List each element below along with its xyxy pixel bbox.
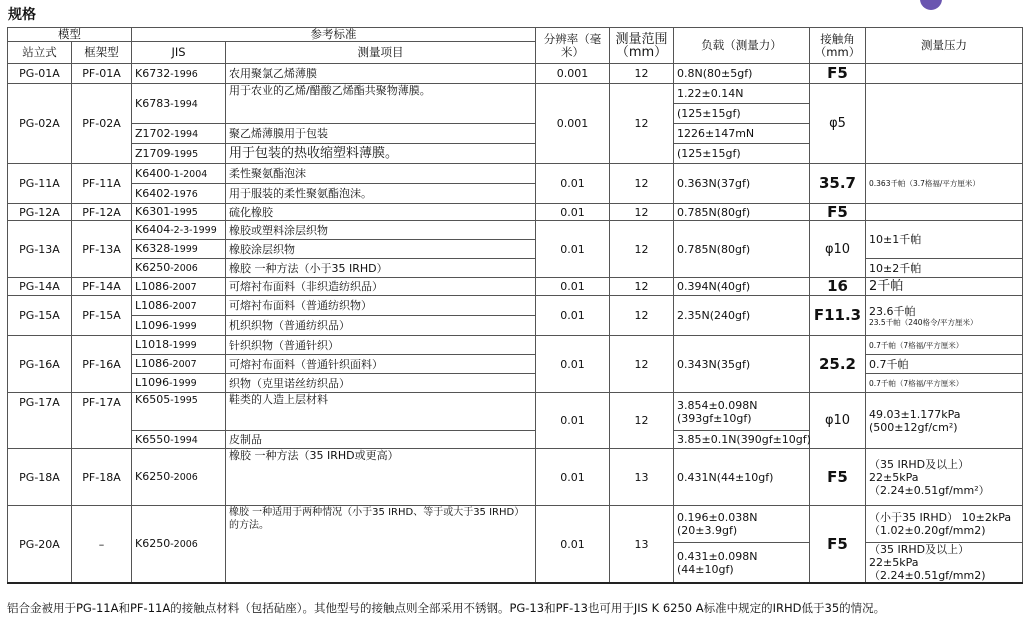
frame-model: PF-11A xyxy=(72,164,132,204)
frame-model: PF-14A xyxy=(72,278,132,296)
contact: 25.2 xyxy=(810,336,866,393)
contact: φ10 xyxy=(810,221,866,278)
frame-model: – xyxy=(72,506,132,584)
resolution: 0.01 xyxy=(536,393,610,449)
jis-code: K6404-2-3-1999 xyxy=(132,221,226,240)
measure-item: 鞋类的人造上层材料 xyxy=(226,393,536,431)
load: 0.785N(80gf) xyxy=(674,204,810,221)
header-ref: 参考标准 xyxy=(132,28,536,42)
measure-item: 织物（克里诺丝纺织品） xyxy=(226,374,536,393)
measure-item: 橡胶涂层织物 xyxy=(226,240,536,259)
jis-code: K6250-2006 xyxy=(132,449,226,506)
load: 3.85±0.1N(390gf±10gf) xyxy=(674,431,810,449)
contact: φ5 xyxy=(810,84,866,164)
station-model: PG-18A xyxy=(8,449,72,506)
measure-item: 硫化橡胶 xyxy=(226,204,536,221)
pressure: （35 IRHD及以上） 22±5kPa （2.24±0.51gf/mm2) xyxy=(866,543,1023,584)
measure-item: 针织织物（普通针织） xyxy=(226,336,536,355)
header-resolution: 分辨率（毫米） xyxy=(536,28,610,64)
measure-item: 橡胶 一种适用于两种情况（小于35 IRHD、等于或大于35 IRHD）的方法。 xyxy=(226,506,536,584)
measure-item: 可熔衬布面料（普通纺织物） xyxy=(226,296,536,316)
contact: F5 xyxy=(810,64,866,84)
header-jis: JIS xyxy=(132,42,226,64)
frame-model: PF-12A xyxy=(72,204,132,221)
pressure: （35 IRHD及以上） 22±5kPa （2.24±0.51gf/mm²） xyxy=(866,449,1023,506)
header-range: 测量范围（mm） xyxy=(610,28,674,64)
load: 3.854±0.098N (393gf±10gf) xyxy=(674,393,810,431)
load: 1.22±0.14N xyxy=(674,84,810,104)
station-model: PG-02A xyxy=(8,84,72,164)
frame-model: PF-15A xyxy=(72,296,132,336)
station-model: PG-13A xyxy=(8,221,72,278)
resolution: 0.01 xyxy=(536,164,610,204)
load: 2.35N(240gf) xyxy=(674,296,810,336)
range: 13 xyxy=(610,449,674,506)
jis-code: Z1702-1994 xyxy=(132,124,226,144)
pressure: 0.7千帕（7格福/平方厘米） xyxy=(866,336,1023,355)
load: 0.431N(44±10gf) xyxy=(674,449,810,506)
contact: 16 xyxy=(810,278,866,296)
jis-code: L1096-1999 xyxy=(132,374,226,393)
resolution: 0.01 xyxy=(536,204,610,221)
frame-model: PF-17A xyxy=(72,393,132,449)
range: 12 xyxy=(610,64,674,84)
range: 12 xyxy=(610,393,674,449)
range: 12 xyxy=(610,278,674,296)
measure-item: 橡胶 一种方法（小于35 IRHD） xyxy=(226,259,536,278)
frame-model: PF-16A xyxy=(72,336,132,393)
station-model: PG-11A xyxy=(8,164,72,204)
range: 12 xyxy=(610,296,674,336)
load: 0.196±0.038N (20±3.9gf) xyxy=(674,506,810,543)
station-model: PG-16A xyxy=(8,336,72,393)
pressure: 49.03±1.177kPa (500±12gf/cm²) xyxy=(866,393,1023,449)
station-model: PG-17A xyxy=(8,393,72,449)
resolution: 0.001 xyxy=(536,84,610,164)
footnote: 铝合金被用于PG-11A和PF-11A的接触点材料（包括砧座）。其他型号的接触点则全部采用不锈钢。PG-13和PF-13也可用于JIS K 6250 A标准中规定的IRHD低于35的情况。 xyxy=(7,601,886,615)
header-pressure: 测量压力 xyxy=(866,28,1023,64)
measure-item: 可熔衬布面料（非织造纺织品） xyxy=(226,278,536,296)
frame-model: PF-01A xyxy=(72,64,132,84)
pressure: 2千帕 xyxy=(866,278,1023,296)
station-model: PG-14A xyxy=(8,278,72,296)
measure-item: 用于服装的柔性聚氨酯泡沫。 xyxy=(226,184,536,204)
load: 0.343N(35gf) xyxy=(674,336,810,393)
measure-item: 橡胶 一种方法（35 IRHD或更高） xyxy=(226,449,536,506)
jis-code: K6250-2006 xyxy=(132,259,226,278)
resolution: 0.001 xyxy=(536,64,610,84)
range: 12 xyxy=(610,336,674,393)
frame-model: PF-13A xyxy=(72,221,132,278)
corner-badge xyxy=(920,0,942,10)
contact: φ10 xyxy=(810,393,866,449)
jis-code: K6732-1996 xyxy=(132,64,226,84)
measure-item: 可熔衬布面料（普通针织面料） xyxy=(226,355,536,374)
range: 12 xyxy=(610,221,674,278)
load: 0.8N(80±5gf) xyxy=(674,64,810,84)
measure-item: 机织织物（普通纺织品） xyxy=(226,316,536,336)
spec-table xyxy=(7,27,1023,584)
load: 1226±147mN xyxy=(674,124,810,144)
pressure: 10±2千帕 xyxy=(866,259,1023,278)
measure-item: 聚乙烯薄膜用于包装 xyxy=(226,124,536,144)
pressure xyxy=(866,84,1023,164)
range: 13 xyxy=(610,506,674,584)
resolution: 0.01 xyxy=(536,506,610,584)
header-item: 测量项目 xyxy=(226,42,536,64)
range: 12 xyxy=(610,204,674,221)
pressure: 0.7千帕（7格福/平方厘米） xyxy=(866,374,1023,393)
pressure: 0.7千帕 xyxy=(866,355,1023,374)
jis-code: L1096-1999 xyxy=(132,316,226,336)
pressure: 0.363千帕（3.7格福/平方厘米） xyxy=(866,164,1023,204)
load: 0.363N(37gf) xyxy=(674,164,810,204)
measure-item: 用于农业的乙烯/醋酸乙烯酯共聚物薄膜。 xyxy=(226,84,536,124)
range: 12 xyxy=(610,164,674,204)
header-load: 负载（测量力） xyxy=(674,28,810,64)
resolution: 0.01 xyxy=(536,336,610,393)
resolution: 0.01 xyxy=(536,449,610,506)
frame-model: PF-18A xyxy=(72,449,132,506)
load: (125±15gf) xyxy=(674,104,810,124)
load: 0.785N(80gf) xyxy=(674,221,810,278)
resolution: 0.01 xyxy=(536,278,610,296)
jis-code: L1086-2007 xyxy=(132,296,226,316)
jis-code: L1086-2007 xyxy=(132,278,226,296)
jis-code: K6402-1976 xyxy=(132,184,226,204)
measure-item: 柔性聚氨酯泡沫 xyxy=(226,164,536,184)
pressure xyxy=(866,204,1023,221)
jis-code: K6250-2006 xyxy=(132,506,226,584)
contact: 35.7 xyxy=(810,164,866,204)
header-model: 模型 xyxy=(8,28,132,42)
header-frame: 框架型 xyxy=(72,42,132,64)
jis-code: Z1709-1995 xyxy=(132,144,226,164)
measure-item: 用于包装的热收缩塑料薄膜。 xyxy=(226,144,536,164)
jis-code: K6328-1999 xyxy=(132,240,226,259)
contact: F5 xyxy=(810,204,866,221)
contact: F5 xyxy=(810,506,866,584)
resolution: 0.01 xyxy=(536,221,610,278)
range: 12 xyxy=(610,84,674,164)
load: 0.431±0.098N (44±10gf) xyxy=(674,543,810,584)
load: (125±15gf) xyxy=(674,144,810,164)
pressure xyxy=(866,64,1023,84)
jis-code: K6400-1-2004 xyxy=(132,164,226,184)
jis-code: L1086-2007 xyxy=(132,355,226,374)
pressure: 23.6千帕 23.5千帕（240格令/平方厘米） xyxy=(866,296,1023,336)
load: 0.394N(40gf) xyxy=(674,278,810,296)
pressure: （小于35 IRHD） 10±2kPa （1.02±0.20gf/mm2) xyxy=(866,506,1023,543)
measure-item: 皮制品 xyxy=(226,431,536,449)
station-model: PG-20A xyxy=(8,506,72,584)
station-model: PG-01A xyxy=(8,64,72,84)
jis-code: K6783-1994 xyxy=(132,84,226,124)
measure-item: 橡胶或塑料涂层织物 xyxy=(226,221,536,240)
jis-code: L1018-1999 xyxy=(132,336,226,355)
header-contact: 接触角（mm） xyxy=(810,28,866,64)
station-model: PG-12A xyxy=(8,204,72,221)
resolution: 0.01 xyxy=(536,296,610,336)
frame-model: PF-02A xyxy=(72,84,132,164)
header-station: 站立式 xyxy=(8,42,72,64)
jis-code: K6505-1995 xyxy=(132,393,226,431)
pressure: 10±1千帕 xyxy=(866,221,1023,259)
jis-code: K6301-1995 xyxy=(132,204,226,221)
station-model: PG-15A xyxy=(8,296,72,336)
contact: F5 xyxy=(810,449,866,506)
jis-code: K6550-1994 xyxy=(132,431,226,449)
page-title: 规格 xyxy=(8,7,36,23)
contact: F11.3 xyxy=(810,296,866,336)
measure-item: 农用聚氯乙烯薄膜 xyxy=(226,64,536,84)
